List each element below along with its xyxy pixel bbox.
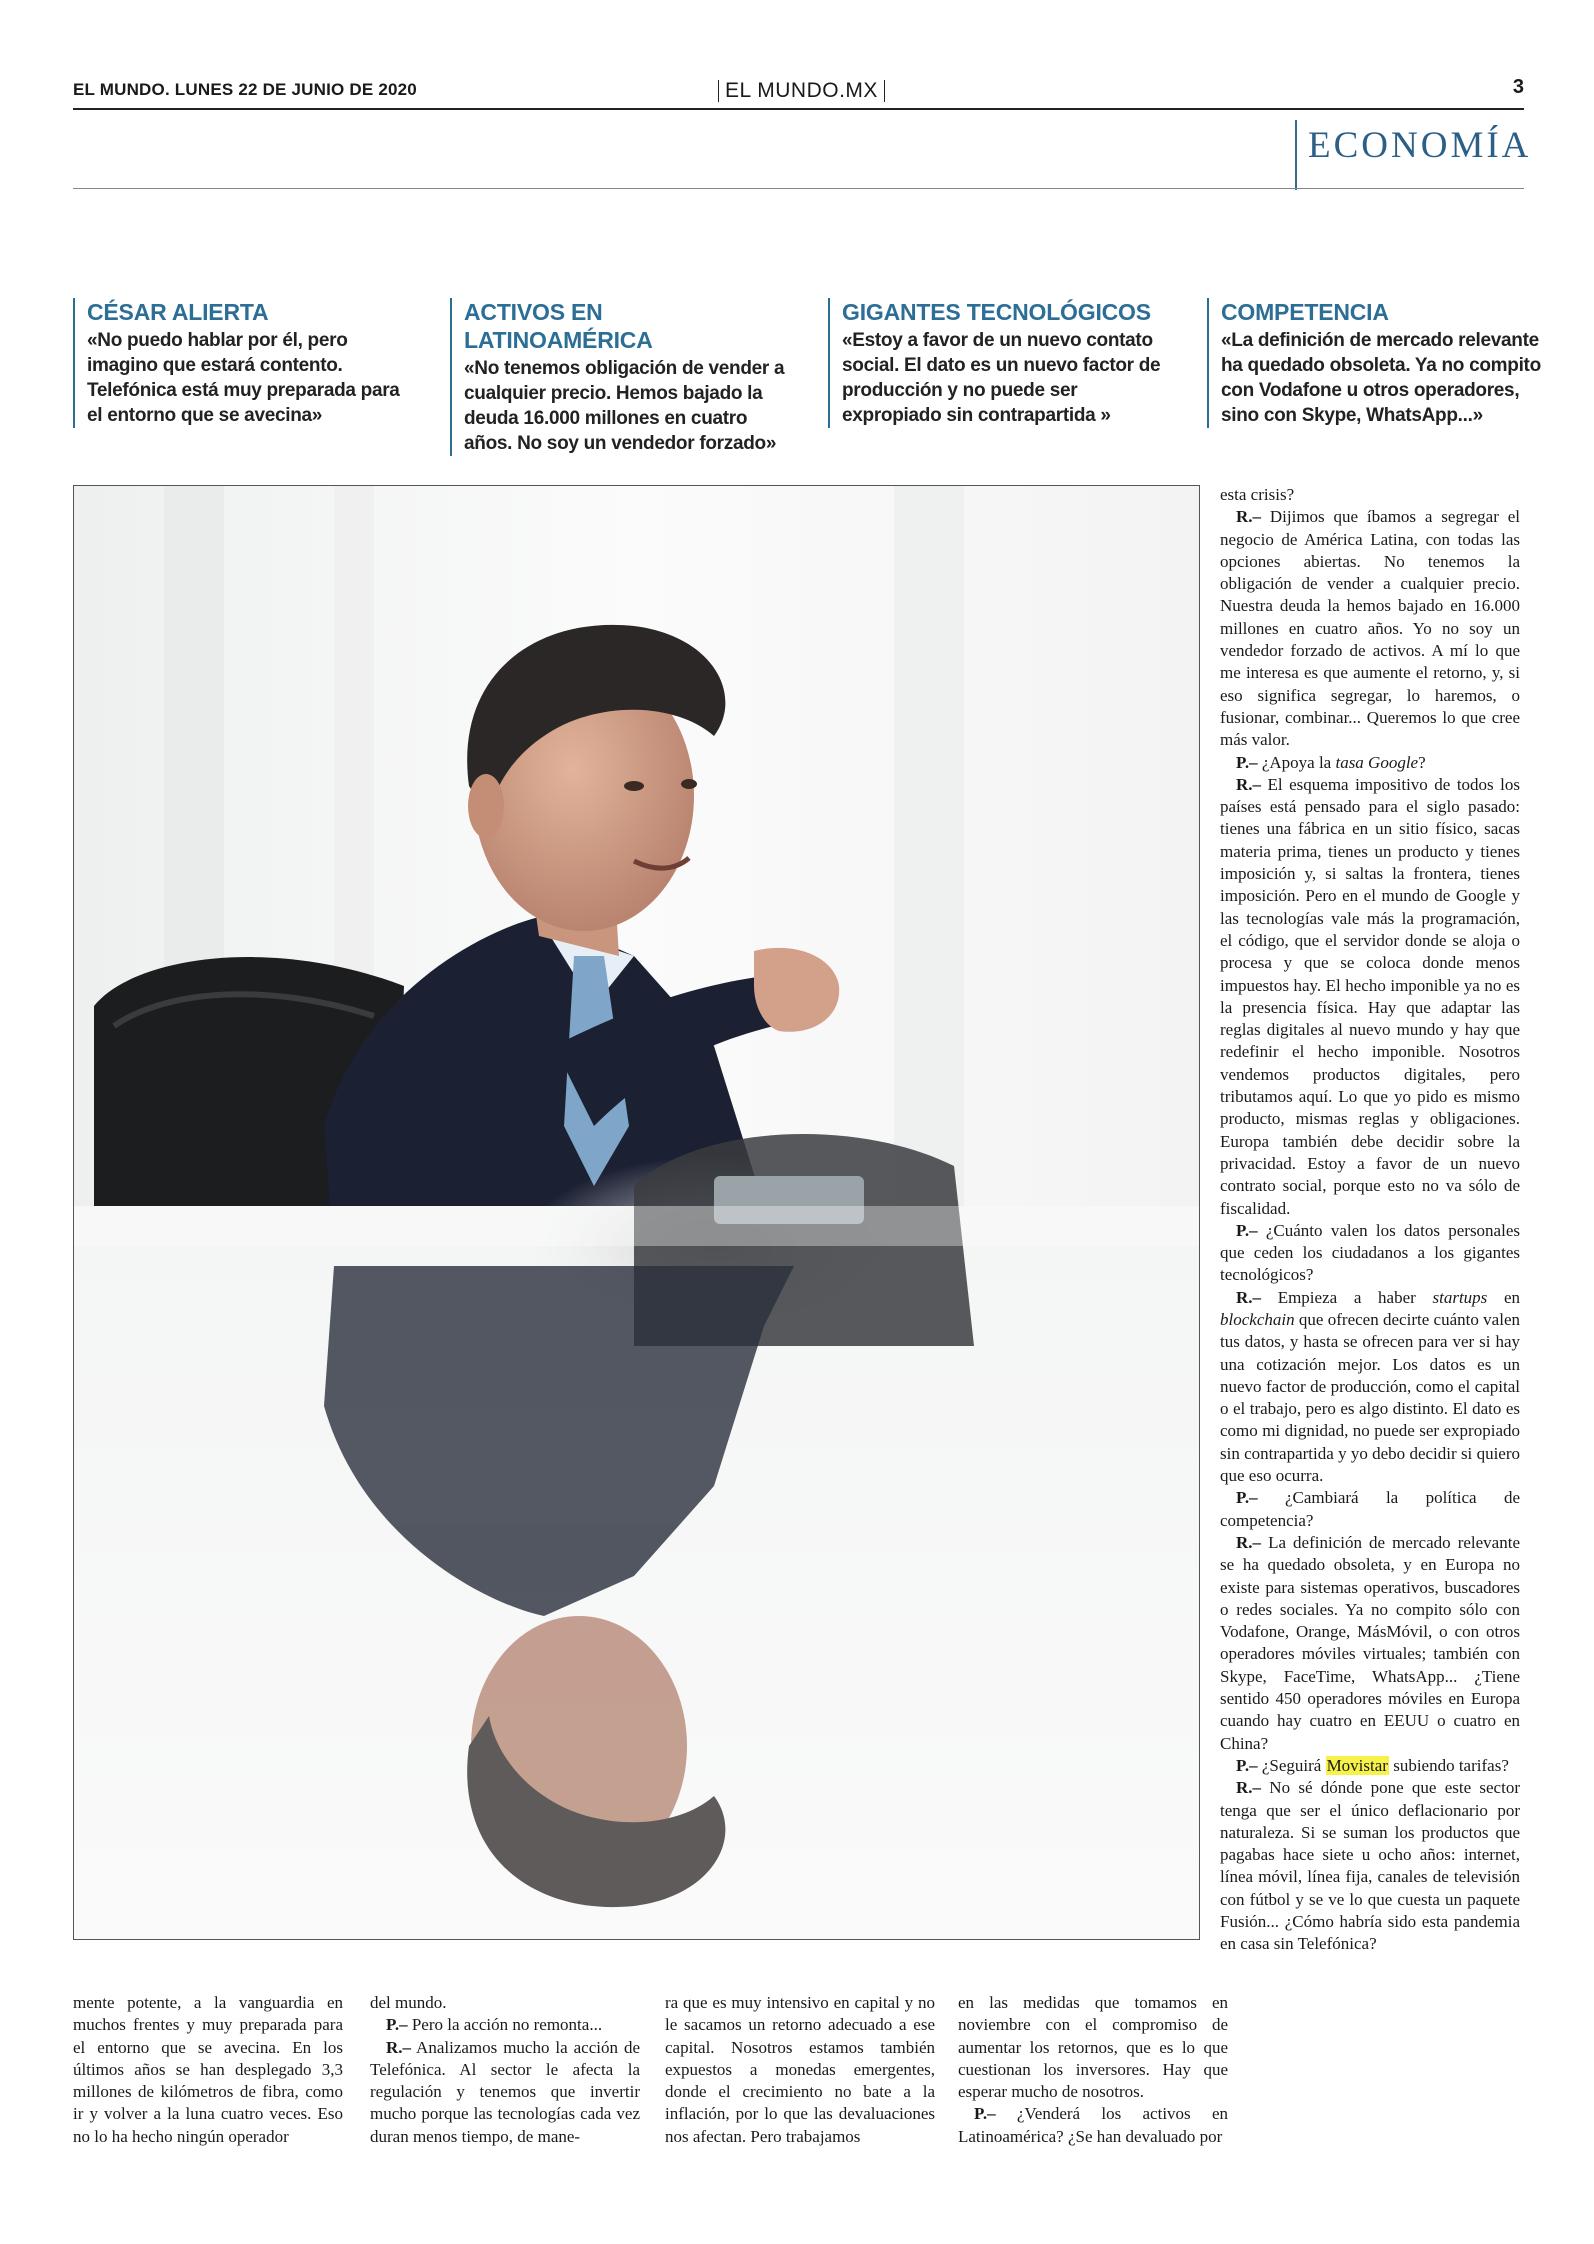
answer-text: Analizamos mucho la acción de Telefónica. Al sector le afecta la regulación y tenemos que invertir mucho porque las tecnologías cada vez duran menos tiempo, de mane- (370, 2037, 640, 2146)
answer-paragraph (1220, 1777, 1520, 1955)
pull-quote-title: CÉSAR ALIERTA (87, 299, 269, 325)
question-text: ? (1418, 752, 1426, 772)
header-bottom-rule (73, 188, 1524, 189)
section-title: ECONOMÍA (1308, 125, 1532, 166)
pull-quote (1207, 298, 1551, 428)
page-number: 3 (1512, 76, 1524, 98)
answer-tag: R.– (1236, 1778, 1262, 1798)
bottom-text-column-3 (665, 1992, 935, 2148)
answer-text: La definición de mercado relevante se ha quedado obsoleta, y en Europa no existe para sistemas operativos, buscadores o redes sociales. Ya no compito sólo con Vodafone, Orange, MásMóvil, o con otros operadores móviles virtuales; también con Skype, FaceTime, WhatsApp... ¿Tiene sentido 450 operadores móviles en Europa cuando hay cuatro en EEUU o cuatro en China? (1220, 1532, 1520, 1753)
question-text: subiendo tarifas? (1388, 1755, 1509, 1775)
question-tag: P.– (386, 2015, 408, 2035)
right-text-column (1220, 484, 1520, 1956)
question-paragraph (1220, 752, 1520, 774)
body-paragraph: ra que es muy intensivo en capital y no le sacamos un retorno adecuado a ese capital. Nosotros estamos también expuestos a monedas emergentes, donde el crecimiento no bate a la inflación, por lo que las devaluaciones nos afectan. Pero trabajamos (665, 1993, 935, 2146)
answer-text: No sé dónde pone que este sector tenga que ser el único deflacionario por naturaleza. Si se suman los productos que pagabas hace siete u ocho años: internet, línea móvil, línea fija, canales de televisión con fútbol y se ve lo que cuesta un paquete Fusión... ¿Cómo habría sido esta pandemia en casa sin Telefónica? (1220, 1778, 1520, 1954)
question-text: ¿Venderá los activos en Latinoamérica? ¿Se han devaluado por (958, 2104, 1228, 2146)
question-continuation: esta crisis? (1220, 485, 1295, 504)
bottom-text-column-1 (73, 1992, 343, 2148)
question-paragraph (370, 2014, 640, 2036)
bottom-text-column-2 (370, 1992, 640, 2148)
answer-tag: R.– (386, 2037, 412, 2057)
header-date: EL MUNDO. LUNES 22 DE JUNIO DE 2020 (73, 80, 417, 99)
section-divider (1295, 120, 1297, 190)
header-rule (73, 108, 1524, 110)
question-tag: P.– (1236, 1488, 1258, 1508)
pull-quote-text: «No tenemos obligación de vender a cualquier precio. Hemos bajado la deuda 16.000 millones en cuatro años. No soy un vendedor forzado» (464, 358, 785, 454)
answer-paragraph (1220, 506, 1520, 751)
question-text: ¿Seguirá (1257, 1755, 1326, 1775)
answer-paragraph (1220, 774, 1520, 1220)
question-paragraph (958, 2103, 1228, 2148)
pull-quote (73, 298, 417, 428)
pull-quote (828, 298, 1172, 428)
pull-quote-title: GIGANTES TECNOLÓGICOS (842, 299, 1151, 325)
answer-text: que ofrecen decirte cuánto valen tus datos, y hasta se ofrecen para ver si hay una cotización mejor. Los datos es un nuevo factor de producción, como el capital o el trabajo, pero es algo distinto. El dato es como mi dignidad, no puede ser expropiado sin contrapartida y yo debo decidir si quiero que eso ocurra. (1220, 1309, 1520, 1486)
answer-paragraph (370, 2037, 640, 2148)
body-paragraph: mente potente, a la vanguardia en muchos frentes y muy preparada para el entorno que se avecina. En los últimos años se han desplegado 3,3 millones de kilómetros de fibra, como ir y volver a la luna cuatro veces. Eso no lo ha hecho ningún operador (73, 1993, 343, 2146)
body-paragraph: del mundo. (370, 1993, 447, 2012)
question-tag: P.– (1236, 1220, 1258, 1240)
header-site-name[interactable]: EL MUNDO.MX (718, 80, 885, 102)
question-text: Pero la acción no remonta... (407, 2015, 603, 2035)
body-paragraph: en las medidas que tomamos en noviembre con el compromiso de aumentar los retornos, que es lo que cuestionan los inversores. Hay que esperar mucho de nosotros. (958, 1993, 1228, 2102)
question-text: ¿Cambiará la política de competencia? (1220, 1488, 1520, 1530)
pull-quote-text: «Estoy a favor de un nuevo contato social. El dato es un nuevo factor de producción y no puede ser expropiado sin contrapartida » (842, 330, 1161, 426)
pull-quote-title: ACTIVOS EN LATINOAMÉRICA (464, 299, 653, 353)
answer-emphasis: blockchain (1220, 1309, 1295, 1329)
question-emphasis: tasa Google (1335, 752, 1419, 772)
answer-emphasis: startups (1432, 1287, 1488, 1307)
answer-paragraph (1220, 1532, 1520, 1755)
bottom-text-column-4 (958, 1992, 1228, 2148)
answer-text: El esquema impositivo de todos los países está pensado para el siglo pasado: tienes una fábrica en un sitio físico, sacas materia prima, tienes un producto y tienes imposición y, si saltas la frontera, tienes imposición. Pero en el mundo de Google y las tecnologías vale más la programación, el código, que el servidor donde se aloja o procesa y que se coloca donde menos impuestos hay. El hecho imponible ya no es la presencia física. Hay que adaptar las reglas digitales al nuevo mundo y hay que redefinir el hecho imponible. Nosotros vendemos productos digitales, pero tributamos aquí. Lo que yo pido es mismo producto, mismas reglas y obligaciones. Europa también debe decidir sobre la privacidad. Estoy a favor de un nuevo contrato social, porque esto no va sólo de fiscalidad. (1220, 774, 1520, 1218)
pull-quote-text: «No puedo hablar por él, pero imagino que estará contento. Telefónica está muy preparada para el entorno que se avecina» (87, 330, 400, 426)
answer-paragraph (1220, 1287, 1520, 1488)
pull-quote-title: COMPETENCIA (1221, 299, 1389, 325)
question-text: ¿Cuánto valen los datos personales que ceden los ciudadanos a los gigantes tecnológicos? (1220, 1220, 1520, 1285)
interview-photo (73, 485, 1200, 1940)
answer-tag: R.– (1236, 1532, 1262, 1552)
question-paragraph (1220, 1487, 1520, 1532)
pull-quote-text: «La definición de mercado relevante ha quedado obsoleta. Ya no compito con Vodafone u otros operadores, sino con Skype, WhatsApp...» (1221, 330, 1541, 426)
photo-illustration (74, 486, 1199, 1939)
question-tag: P.– (1236, 752, 1258, 772)
highlighted-word[interactable]: Movistar (1326, 1755, 1388, 1775)
question-text: ¿Apoya la (1257, 752, 1336, 772)
pull-quote (450, 298, 794, 456)
answer-tag: R.– (1236, 507, 1262, 527)
question-paragraph (1220, 1755, 1520, 1777)
question-paragraph (1220, 1220, 1520, 1287)
answer-text: Dijimos que íbamos a segregar el negocio de América Latina, con todas las opciones abiertas. No tenemos la obligación de vender a cualquier precio. Nuestra deuda la hemos bajado en 16.000 millones en cuatro años. Yo no soy un vendedor forzado de activos. A mí lo que me interesa es que aumente el retorno, y, si eso significa segregar, lo haremos, o fusionar, combinar... Queremos lo que cree más valor. (1220, 507, 1520, 750)
answer-text: Empieza a haber (1261, 1287, 1433, 1307)
answer-tag: R.– (1236, 1287, 1262, 1307)
question-tag: P.– (974, 2104, 996, 2124)
answer-text: en (1487, 1287, 1520, 1307)
answer-tag: R.– (1236, 774, 1262, 794)
question-tag: P.– (1236, 1755, 1258, 1775)
